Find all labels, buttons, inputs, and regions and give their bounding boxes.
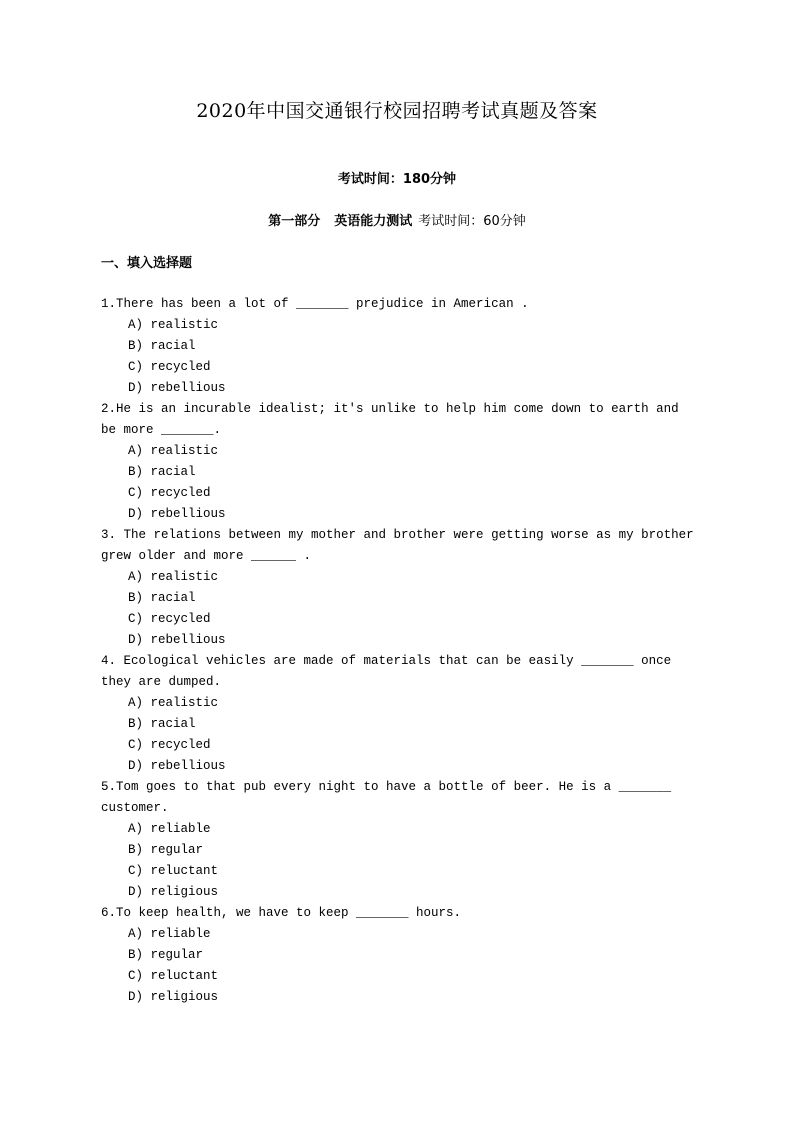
option-c: C) recycled — [128, 738, 211, 752]
total-exam-time: 考试时间：180分钟 — [337, 172, 457, 187]
option-d: D) rebellious — [128, 507, 226, 521]
option-c: C) reluctant — [128, 864, 219, 878]
option-c: C) reluctant — [128, 969, 219, 983]
option-b: B) racial — [128, 465, 196, 479]
question-6 — [101, 903, 701, 1008]
question-2 — [101, 399, 701, 525]
question-text: 2.He is an incurable idealist; it's unlike to help him come down to earth and be more _______. — [101, 402, 687, 437]
option-c: C) recycled — [128, 486, 211, 500]
option-d: D) rebellious — [128, 759, 226, 773]
question-list — [101, 294, 701, 1008]
document-title: 2020年中国交通银行校园招聘考试真题及答案 — [196, 100, 598, 122]
option-a: A) realistic — [128, 318, 219, 332]
part-name: 英语能力测试 — [334, 214, 413, 229]
option-a: A) reliable — [128, 822, 211, 836]
option-d: D) religious — [128, 990, 219, 1004]
option-b: B) racial — [128, 339, 196, 353]
question-text: 6.To keep health, we have to keep _______ hours. — [101, 906, 462, 920]
option-b: B) racial — [128, 591, 196, 605]
option-a: A) realistic — [128, 696, 219, 710]
part-time: 考试时间：60分钟 — [418, 214, 526, 229]
question-4 — [101, 651, 701, 777]
question-3 — [101, 525, 701, 651]
section-title: 一、填入选择题 — [101, 256, 193, 271]
question-1 — [101, 294, 701, 399]
option-c: C) recycled — [128, 360, 211, 374]
part-label: 第一部分 — [268, 214, 321, 229]
option-d: D) rebellious — [128, 633, 226, 647]
option-c: C) recycled — [128, 612, 211, 626]
option-b: B) racial — [128, 717, 196, 731]
option-b: B) regular — [128, 843, 204, 857]
question-text: 3. The relations between my mother and brother were getting worse as my brother grew older and more ______ . — [101, 528, 702, 563]
option-d: D) rebellious — [128, 381, 226, 395]
question-text: 1.There has been a lot of _______ prejudice in American . — [101, 297, 529, 311]
option-d: D) religious — [128, 885, 219, 899]
question-text: 4. Ecological vehicles are made of materials that can be easily _______ once they are dumped. — [101, 654, 679, 689]
question-text: 5.Tom goes to that pub every night to have a bottle of beer. He is a _______ customer. — [101, 780, 679, 815]
option-a: A) realistic — [128, 570, 219, 584]
question-5 — [101, 777, 701, 903]
option-b: B) regular — [128, 948, 204, 962]
option-a: A) realistic — [128, 444, 219, 458]
part-heading — [0, 210, 794, 229]
option-a: A) reliable — [128, 927, 211, 941]
